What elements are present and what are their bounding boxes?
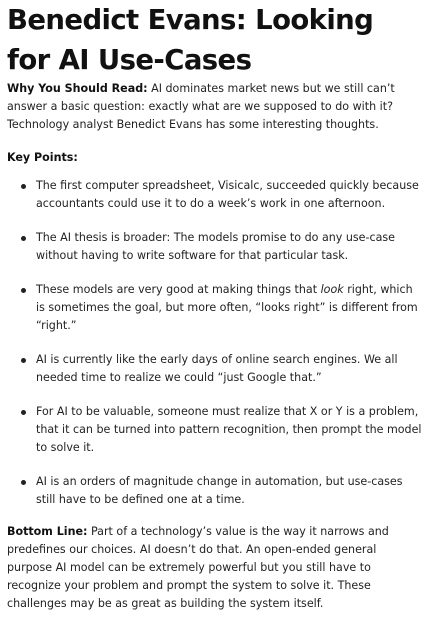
- why-label: Why You Should Read:: [7, 82, 148, 95]
- why-you-should-read: [7, 80, 423, 134]
- point-emphasis: look: [320, 283, 344, 296]
- point-text: The first computer spreadsheet, Visicalc, succeeded quickly because accountants could use it to do a week’s work in one afternoon.: [36, 179, 419, 210]
- why-text: AI dominates market news but we still can’t answer a basic question: exactly what are we supposed to do with it? Technology analyst Benedict Evans has some interesting thoughts.: [7, 82, 395, 131]
- key-points-list: [7, 177, 423, 509]
- list-item: [7, 229, 423, 265]
- list-item: [7, 177, 423, 213]
- list-item: [7, 351, 423, 387]
- article-title: Benedict Evans: Looking for AI Use-Cases: [7, 4, 374, 76]
- bottom-line: [7, 523, 423, 613]
- point-text: For AI to be valuable, someone must realize that X or Y is a problem, that it can be turned into pattern recognition, then prompt the model to solve it.: [36, 405, 422, 454]
- key-points-heading: Key Points:: [7, 151, 78, 164]
- bullet-icon: [21, 358, 26, 363]
- bottom-text: Part of a technology’s value is the way it narrows and predefines our choices. AI doesn’t do that. An open-ended general purpose AI model can be extremely powerful but you still have to recognize your problem and prompt the system to solve it. These challenges may be as great as building the system itself.: [7, 525, 389, 610]
- list-item: [7, 403, 423, 457]
- list-item: [7, 473, 423, 509]
- point-text: The AI thesis is broader: The models promise to do any use-case without having to write software for that particular task.: [36, 231, 396, 262]
- point-text-before: These models are very good at making things that: [36, 283, 321, 296]
- point-text: AI is currently like the early days of online search engines. We all needed time to realize we could “just Google that.”: [36, 353, 398, 384]
- bullet-icon: [21, 410, 26, 415]
- list-item: [7, 281, 423, 335]
- point-text: AI is an orders of magnitude change in automation, but use-cases still have to be defined one at a time.: [36, 475, 403, 506]
- point-text-after: right, which is sometimes the goal, but more often, “looks right” is different from “right.”: [36, 283, 418, 332]
- bullet-icon: [21, 480, 26, 485]
- bottom-label: Bottom Line:: [7, 525, 88, 538]
- bullet-icon: [21, 184, 26, 189]
- bullet-icon: [21, 236, 26, 241]
- bullet-icon: [21, 288, 26, 293]
